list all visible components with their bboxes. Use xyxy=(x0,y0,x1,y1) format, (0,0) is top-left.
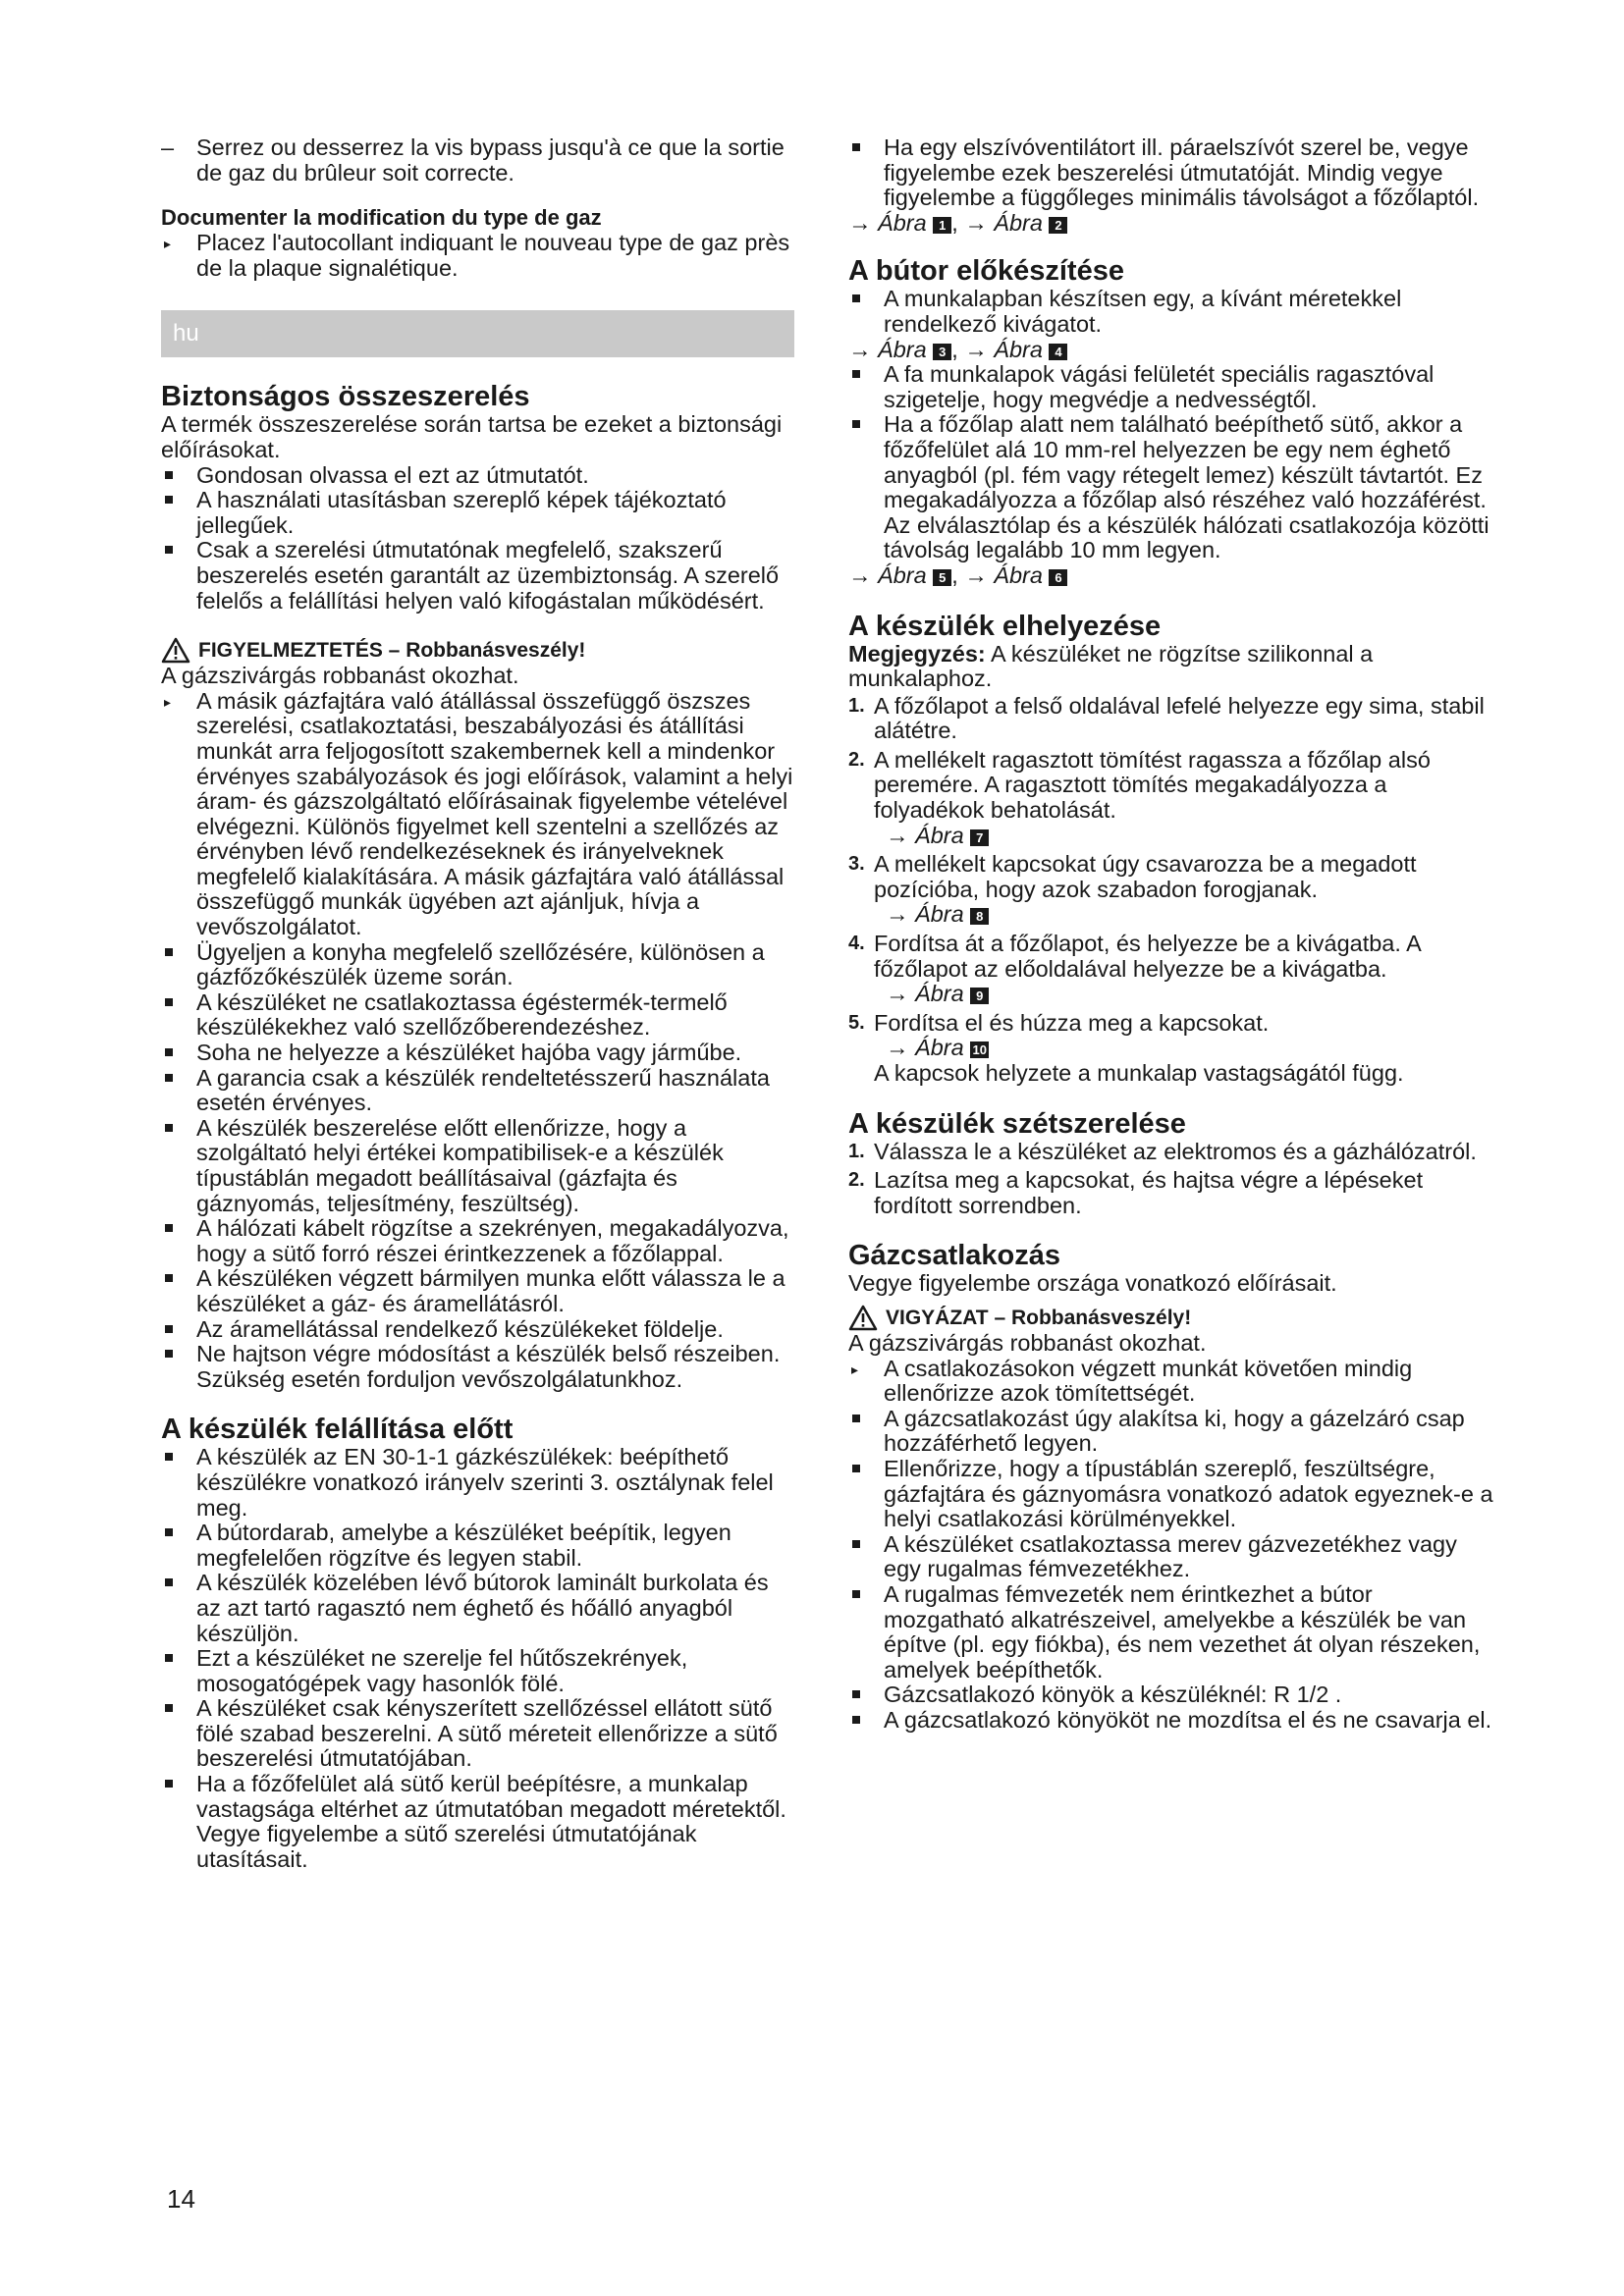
list-item xyxy=(161,1696,794,1772)
list-item-text: A gázcsatlakozást úgy alakítsa ki, hogy a gázelzáró csap hozzáférhető legyen. xyxy=(884,1405,1465,1457)
bullet-square-icon xyxy=(161,1445,196,1470)
list-item-text: Ellenőrizze, hogy a típustáblán szereplő, feszültségre, gázfajtára és gáznyomásra vonatkozó adatok egyeznek-e a helyi csatlakozási körülményekkel. xyxy=(884,1455,1493,1532)
list-item xyxy=(161,135,794,186)
figure-reference: → Ábra 3 , → Ábra 4 xyxy=(848,338,1496,363)
list-item xyxy=(161,1216,794,1266)
list-item xyxy=(161,990,794,1041)
bullet-square-icon xyxy=(161,1521,196,1546)
arrow-icon: → xyxy=(964,209,988,236)
list-item-text: A csatlakozásokon végzett munkát követően mindig ellenőrizze azok tömítettségét. xyxy=(884,1355,1413,1407)
list-item xyxy=(161,463,794,489)
step-number: 4. xyxy=(848,933,865,955)
step-number: 2. xyxy=(848,1169,865,1192)
placement-note xyxy=(848,642,1496,692)
list-item xyxy=(848,412,1496,563)
bullet-square-icon xyxy=(848,362,884,388)
list-item xyxy=(161,1571,794,1646)
list-item-text: Serrez ou desserrez la vis bypass jusqu'à ce que la sortie de gaz du brûleur soit correcte. xyxy=(196,134,785,186)
arrow-icon: → xyxy=(886,822,909,848)
arrow-icon: → xyxy=(886,1035,909,1061)
list-item-text: A készülék beszerelése előtt ellenőrizze, hogy a szolgáltató helyi értékei kompatibilisek-e a készülék típustáblán megadott beállításaival (gázfajta és gáznyomás, teljesítmény, feszültség). xyxy=(196,1114,724,1216)
list-item xyxy=(848,362,1496,412)
bullet-square-icon xyxy=(161,488,196,513)
step-item xyxy=(848,694,1496,744)
bullet-square-icon xyxy=(848,1457,884,1482)
step-number: 3. xyxy=(848,853,865,876)
bullet-square-icon xyxy=(848,1532,884,1558)
list-item-text: Ügyeljen a konyha megfelelő szellőzésére, különösen a gázfőzőkészülék üzeme során. xyxy=(196,938,765,990)
list-item xyxy=(848,287,1496,337)
figure-number-badge: 2 xyxy=(1049,217,1067,234)
action-triangle-icon: ▸ xyxy=(164,693,172,710)
list-item xyxy=(848,1457,1496,1532)
list-item xyxy=(161,1646,794,1696)
list-item-text: A készüléken végzett bármilyen munka előtt válassza le a készüléket a gáz- és áramellátásról. xyxy=(196,1265,785,1316)
list-item-text: A másik gázfajtára való átállással összefüggő öszszes szerelési, csatlakoztatási, beszabályozási és átállítási munkát arra feljogosított szakembernek kell a mindenkor érvényes szabályozások és jogi előírások, valamint a helyi áram- és gázszolgáltató előírásainak figyelembe vételével elvégezni. Különös figyelmet kell szentelni a szellőzés az érvényben lévő rendelkezéseknek és irányelveknek megfelelő kialakítására. A másik gázfajtára való átállással összefüggő munkák ügyében azt ajánljuk, hívja a vevőszolgálatot. xyxy=(196,687,793,940)
list-item-text: A gázcsatlakozó könyököt ne mozdítsa el és ne csavarja el. xyxy=(884,1706,1492,1733)
arrow-icon: → xyxy=(848,336,872,362)
bullet-square-icon xyxy=(161,1066,196,1092)
section-title-before-install: A készülék felállítása előtt xyxy=(161,1414,514,1446)
figure-number-badge: 7 xyxy=(970,829,989,846)
list-item xyxy=(161,1066,794,1116)
gas-intro: Vegye figyelembe országa vonatkozó előírásait. xyxy=(848,1270,1337,1297)
list-item xyxy=(161,940,794,990)
arrow-icon: → xyxy=(886,901,909,928)
bullet-square-icon xyxy=(848,412,884,438)
bullet-square-icon xyxy=(161,940,196,966)
removal-steps xyxy=(848,1140,1496,1219)
step-text: A főzőlapot a felső oldalával lefelé helyezze egy sima, stabil alátétre. xyxy=(874,692,1485,744)
list-item xyxy=(161,1521,794,1571)
bullet-square-icon xyxy=(161,1041,196,1066)
figure-word: Ábra xyxy=(878,336,927,362)
bullet-square-icon xyxy=(161,1342,196,1367)
arrow-icon: → xyxy=(964,561,988,588)
section-title-placement: A készülék elhelyezése xyxy=(848,610,1162,642)
list-item xyxy=(848,1682,1496,1708)
safety-intro: A termék összeszerelése során tartsa be ezeket a biztonsági előírásokat. xyxy=(161,411,783,462)
figure-number-badge: 8 xyxy=(970,908,989,925)
bullet-square-icon xyxy=(161,1266,196,1292)
section-title-safety: Biztonságos összeszerelés xyxy=(161,381,530,413)
language-tag: hu xyxy=(173,320,199,347)
bullet-square-icon xyxy=(848,1582,884,1608)
list-item-text: Csak a szerelési útmutatónak megfelelő, szakszerű beszerelés esetén garantált az üzembiztonság. A szerelő felelős a felállítási helyen való kifogástalan működésért. xyxy=(196,537,780,614)
step-extra-text: A kapcsok helyzete a munkalap vastagságától függ. xyxy=(874,1060,1404,1086)
list-item-text: A rugalmas fémvezeték nem érintkezhet a bútor mozgatható alkatrészeivel, amelyekbe a készülék be van építve (pl. egy fiókba), és nem vezethet át olyan részeken, amelyek beépíthetők. xyxy=(884,1580,1481,1682)
list-item-text: Ha a főzőfelület alá sütő kerül beépítésre, a munkalap vastagsága eltérhet az útmutatóban megadott méretektől. Vegye figyelembe a sütő szerelési útmutatójának utasításait. xyxy=(196,1771,786,1872)
list-item-text: A fa munkalapok vágási felületét speciális ragasztóval szigetelje, hogy megvédje a nedvességtől. xyxy=(884,361,1435,412)
step-number: 1. xyxy=(848,1140,865,1162)
step-item xyxy=(848,932,1496,1007)
list-item-text: Ha egy elszívóventilátort ill. páraelszívót szerel be, vegye figyelembe ezek beszerelési útmutatóját. Mindig vegye figyelembe a függőleges minimális távolságot a főzőlaptól. xyxy=(884,134,1480,211)
note-label: Megjegyzés: xyxy=(848,640,986,667)
figure-number-badge: 9 xyxy=(970,988,989,1004)
list-item xyxy=(848,1532,1496,1582)
list-item xyxy=(161,1445,794,1521)
step-text: A mellékelt kapcsokat úgy csavarozza be a megadott pozícióba, hogy azok szabadon forogjanak. xyxy=(874,851,1417,902)
caution-label: VIGYÁZAT – Robbanásveszély! xyxy=(886,1306,1192,1329)
note-text: A készüléket ne rögzítse szilikonnal a munkalaphoz. xyxy=(848,640,1374,692)
step-text: Lazítsa meg a kapcsokat, és hajtsa végre a lépéseket fordított sorrendben. xyxy=(874,1167,1424,1218)
list-item xyxy=(161,231,794,281)
figure-reference: → Ábra 1 , → Ábra 2 xyxy=(848,211,1496,237)
list-item xyxy=(161,1342,794,1392)
left-column xyxy=(161,135,794,1872)
list-item xyxy=(161,1266,794,1316)
bullet-square-icon xyxy=(161,463,196,489)
figure-number-badge: 5 xyxy=(933,569,951,586)
figure-word: Ábra xyxy=(994,336,1043,362)
safety-list xyxy=(161,463,794,614)
warning-heading xyxy=(161,637,794,664)
step-text: Fordítsa át a főzőlapot, és helyezze be a kivágatba. A főzőlapot az előoldalával helyezze be a kivágatba. xyxy=(874,931,1421,982)
figure-reference xyxy=(874,902,1496,928)
gas-list xyxy=(848,1407,1496,1734)
dash-marker: – xyxy=(161,134,175,160)
list-item xyxy=(161,1041,794,1066)
step-number: 1. xyxy=(848,694,865,717)
figure-number-badge: 3 xyxy=(933,344,951,360)
bullet-square-icon xyxy=(161,990,196,1016)
list-item xyxy=(848,1407,1496,1457)
bullet-square-icon xyxy=(848,1682,884,1708)
list-item-text: Ezt a készüléket ne szerelje fel hűtőszekrények, mosogatógépek vagy hasonlók fölé. xyxy=(196,1645,688,1696)
step-text: A mellékelt ragasztott tömítést ragassza a főzőlap alsó peremére. A ragasztott tömítés megakadályozza a folyadékok behatolását. xyxy=(874,746,1431,824)
figure-word: Ábra xyxy=(878,209,927,236)
list-item-text: A hálózati kábelt rögzítse a szekrényen, megakadályozva, hogy a sütő forró részei érintkezzenek a főzőlappal. xyxy=(196,1215,789,1266)
arrow-icon: → xyxy=(886,981,909,1007)
section-title-gas: Gázcsatlakozás xyxy=(848,1240,1061,1272)
list-item xyxy=(848,1708,1496,1734)
figure-word: Ábra xyxy=(878,561,927,588)
french-heading: Documenter la modification du type de gaz xyxy=(161,205,602,231)
page-number: 14 xyxy=(167,2184,195,2214)
list-item-text: Soha ne helyezze a készüléket hajóba vagy járműbe. xyxy=(196,1040,742,1066)
figure-reference: → Ábra 5 , → Ábra 6 xyxy=(848,563,1496,589)
list-item xyxy=(161,1772,794,1872)
figure-word: Ábra xyxy=(994,209,1043,236)
list-item xyxy=(848,1357,1496,1407)
bullet-square-icon xyxy=(848,1407,884,1432)
step-item xyxy=(848,1011,1496,1087)
caution-text: A gázszivárgás robbanást okozhat. xyxy=(848,1329,1207,1356)
bullet-square-icon xyxy=(161,1646,196,1672)
list-item-text: A garancia csak a készülék rendeltetésszerű használata esetén érvényes. xyxy=(196,1064,770,1116)
list-item-text: A munkalapban készítsen egy, a kívánt méretekkel rendelkező kivágatot. xyxy=(884,286,1402,337)
section-title-furniture: A bútor előkészítése xyxy=(848,255,1124,288)
figure-word: Ábra xyxy=(915,822,964,848)
right-column xyxy=(848,135,1496,1733)
list-item-text: Placez l'autocollant indiquant le nouveau type de gaz près de la plaque signalétique. xyxy=(196,230,790,281)
figure-number-badge: 10 xyxy=(970,1041,989,1058)
step-number: 5. xyxy=(848,1011,865,1034)
arrow-icon: → xyxy=(848,209,872,236)
figure-number-badge: 6 xyxy=(1049,569,1067,586)
figure-word: Ábra xyxy=(915,1035,964,1061)
warning-list xyxy=(161,940,794,1393)
list-item-text: Az áramellátással rendelkező készülékeket földelje. xyxy=(196,1315,724,1342)
step-text: Válassza le a készüléket az elektromos és a gázhálózatról. xyxy=(874,1138,1477,1164)
placement-steps xyxy=(848,694,1496,1087)
list-item-text: A készüléket csak kényszerített szellőzéssel ellátott sütő fölé szabad beszerelni. A sütő méreteit ellenőrizze a sütő beszerelési útmutatójában. xyxy=(196,1695,778,1772)
list-item-text: Gázcsatlakozó könyök a készüléknél: R 1/2 . xyxy=(884,1682,1342,1708)
bullet-square-icon xyxy=(161,1116,196,1142)
list-item-text: A készüléket ne csatlakoztassa égéstermék-termelő készülékekhez való szellőzőberendezéshez. xyxy=(196,988,728,1041)
list-item xyxy=(848,135,1496,211)
list-item xyxy=(161,689,794,940)
figure-word: Ábra xyxy=(915,981,964,1007)
list-item xyxy=(161,1317,794,1343)
bullet-square-icon xyxy=(848,287,884,312)
step-text: Fordítsa el és húzza meg a kapcsokat. xyxy=(874,1009,1270,1036)
list-item-text: A bútordarab, amelybe a készüléket beépítik, legyen megfelelően rögzítve és legyen stabil. xyxy=(196,1520,731,1571)
bullet-square-icon xyxy=(161,538,196,563)
list-item xyxy=(161,1116,794,1216)
list-item xyxy=(161,538,794,614)
warning-triangle-icon xyxy=(161,637,190,664)
figure-word: Ábra xyxy=(915,901,964,928)
language-bar xyxy=(161,310,794,357)
bullet-square-icon xyxy=(161,1317,196,1343)
warning-label: FIGYELMEZTETÉS – Robbanásveszély! xyxy=(198,638,586,662)
list-item-text: Ne hajtson végre módosítást a készülék belső részeiben. Szükség esetén forduljon vevőszolgálatunkhoz. xyxy=(196,1341,781,1392)
list-item-text: A készüléket csatlakoztassa merev gázvezetékhez vagy egy rugalmas fémvezetékhez. xyxy=(884,1530,1457,1582)
arrow-icon: → xyxy=(964,336,988,362)
step-item xyxy=(848,748,1496,848)
action-triangle-icon: ▸ xyxy=(164,236,172,252)
figure-reference xyxy=(874,824,1496,849)
step-item xyxy=(848,1168,1496,1218)
step-item xyxy=(848,852,1496,928)
bullet-square-icon xyxy=(161,1571,196,1596)
bullet-square-icon xyxy=(161,1772,196,1797)
bullet-square-icon xyxy=(848,135,884,161)
list-item-text: A használati utasításban szereplő képek tájékoztató jellegűek. xyxy=(196,487,727,538)
bullet-square-icon xyxy=(161,1696,196,1722)
warning-text: A gázszivárgás robbanást okozhat. xyxy=(161,663,519,689)
figure-word: Ábra xyxy=(994,561,1043,588)
caution-heading xyxy=(848,1305,1496,1331)
section-title-removal: A készülék szétszerelése xyxy=(848,1107,1186,1140)
list-item-text: Gondosan olvassa el ezt az útmutatót. xyxy=(196,461,589,488)
figure-number-badge: 4 xyxy=(1049,344,1067,360)
step-item xyxy=(848,1140,1496,1165)
list-item xyxy=(848,1582,1496,1682)
figure-number-badge: 1 xyxy=(933,217,951,234)
bullet-square-icon xyxy=(848,1708,884,1734)
list-item-text: A készülék az EN 30-1-1 gázkészülékek: beépíthető készülékre vonatkozó irányelv szerinti 3. osztálynak felel meg. xyxy=(196,1444,774,1521)
list-item xyxy=(161,488,794,538)
figure-reference xyxy=(874,1036,1496,1061)
action-triangle-icon: ▸ xyxy=(851,1361,859,1377)
arrow-icon: → xyxy=(848,561,872,588)
before-install-list xyxy=(161,1445,794,1872)
step-number: 2. xyxy=(848,748,865,771)
list-item-text: A készülék közelében lévő bútorok laminált burkolata és az azt tartó ragasztó nem éghető és hőálló anyagból készüljön. xyxy=(196,1570,769,1646)
warning-triangle-icon xyxy=(848,1305,878,1331)
list-item-text: Ha a főzőlap alatt nem található beépíthető sütő, akkor a főzőfelület alá 10 mm-rel helyezzen be egy nem éghető anyagból (pl. fém vagy rétegelt lemez) készült távtartót. Ez megakadályozza a főzőlap alsó részéhez való hozzáférést. Az elválasztólap és a készülék hálózati csatlakozója közötti távolság legalább 10 mm legyen. xyxy=(884,411,1489,563)
figure-reference xyxy=(874,982,1496,1007)
bullet-square-icon xyxy=(161,1216,196,1242)
